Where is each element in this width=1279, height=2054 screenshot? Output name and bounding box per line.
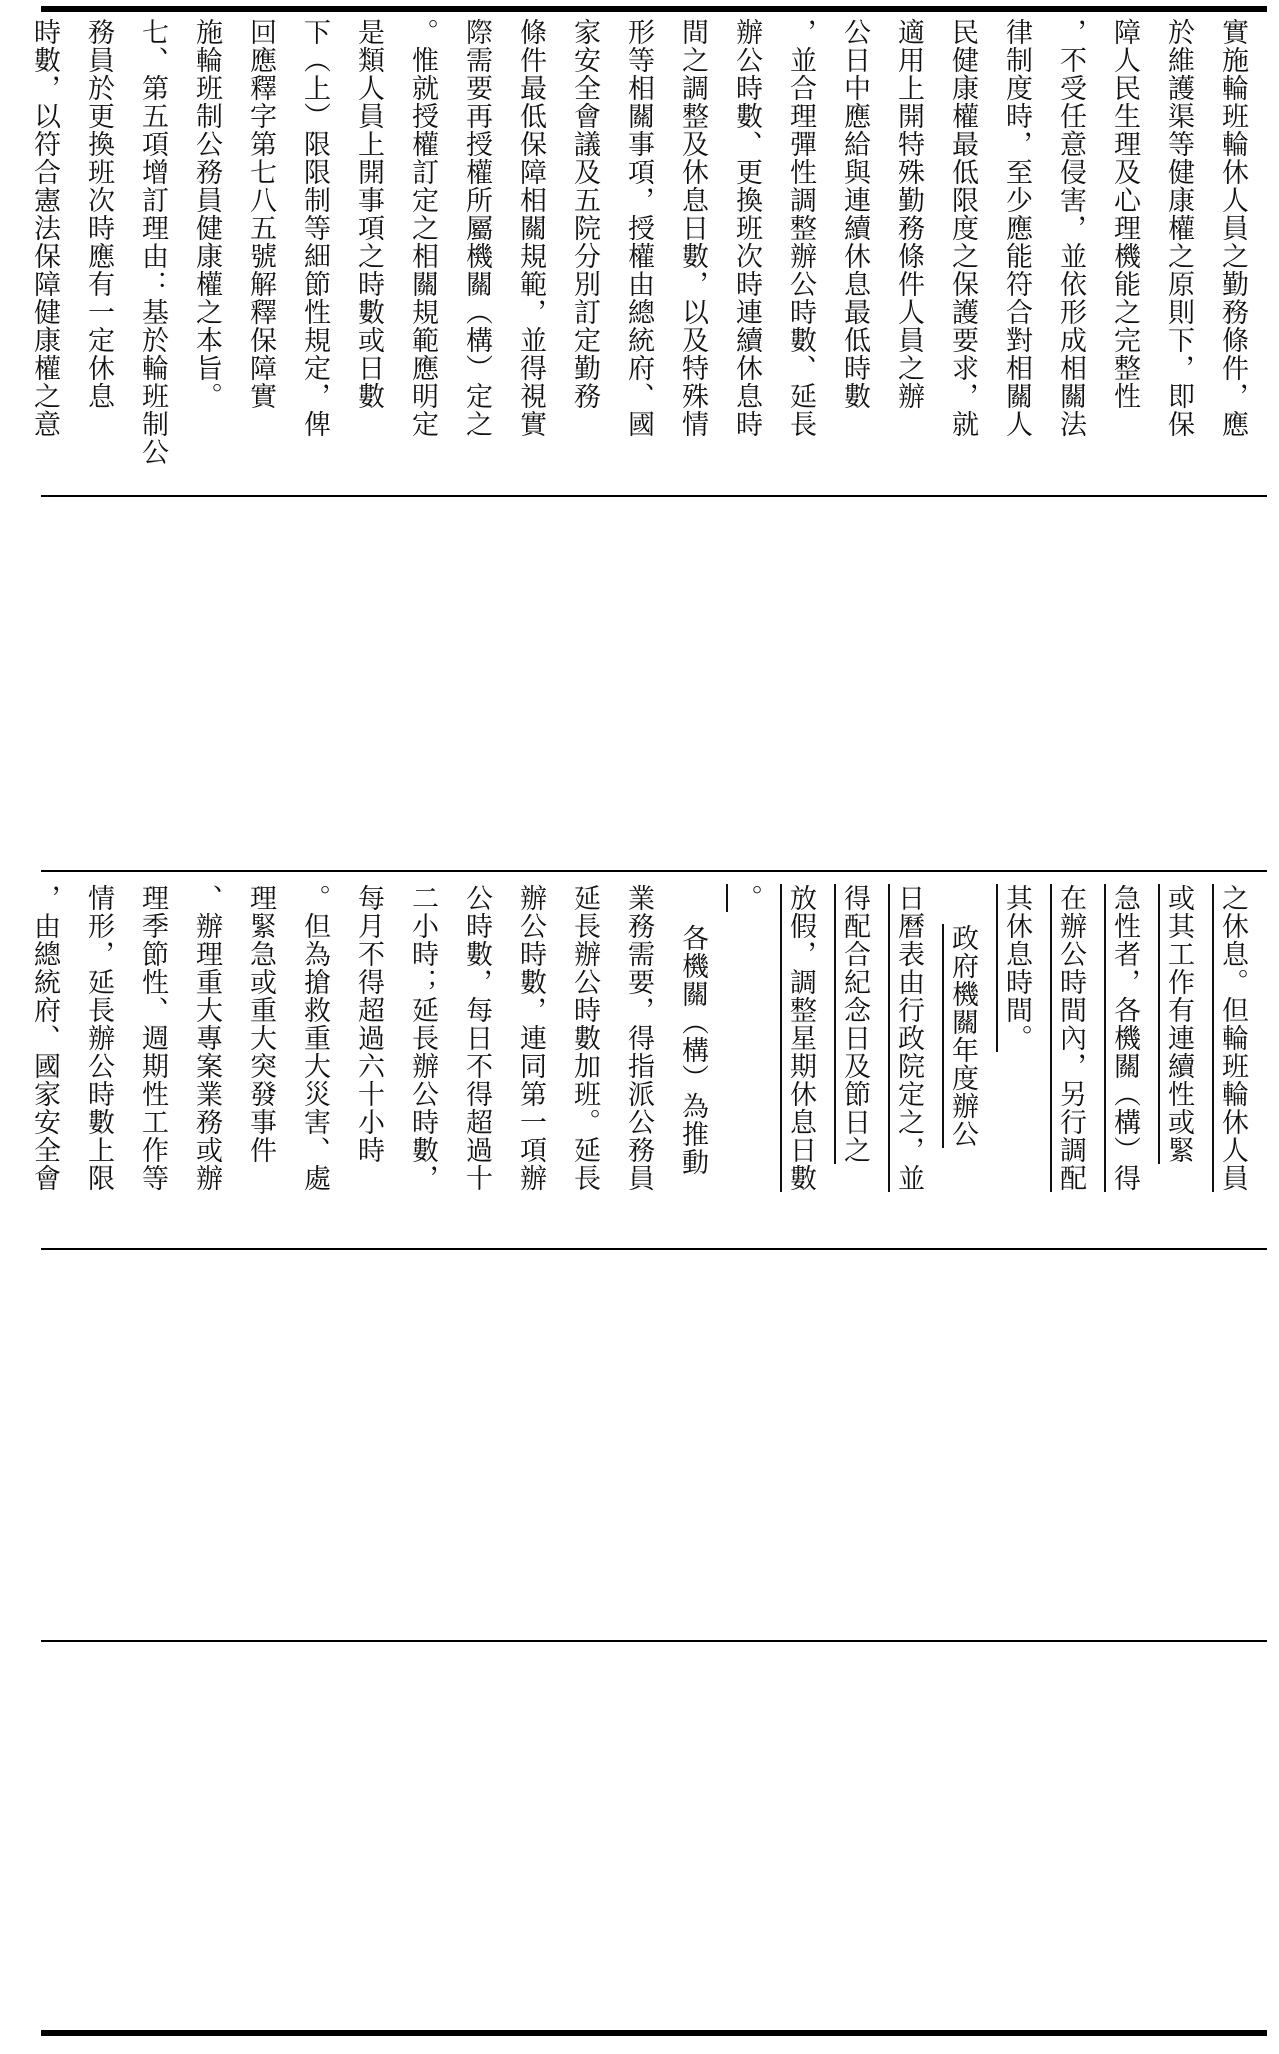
text-line: 務員於更換班次時應有一定休息: [83, 18, 114, 410]
text-line: 時數，以符合憲法保障健康權之意: [29, 18, 60, 438]
text-line: 際需要再授權所屬機關（構）定之: [461, 18, 492, 438]
text-line: 、辦理重大專案業務或辦: [191, 884, 222, 1192]
text-line: 辦公時數、更換班次時連續休息時: [731, 18, 762, 438]
text-line: 理季節性、週期性工作等: [137, 884, 168, 1192]
text-line: 各機關（構）為推動: [677, 924, 708, 1176]
text-line: 是類人員上開事項之時數或日數: [353, 18, 384, 410]
text-line: 急性者，各機關（構）得: [1109, 884, 1140, 1192]
text-line: 下（上）限限制等細節性規定，俾: [299, 18, 330, 438]
text-line: ，並合理彈性調整辦公時數、延長: [785, 18, 816, 438]
text-line: 每月不得超過六十小時: [353, 884, 384, 1164]
text-line: 律制度時，至少應能符合對相關人: [1001, 18, 1032, 438]
text-line: 家安全會議及五院分別訂定勤務: [569, 18, 600, 410]
text-line: ，不受任意侵害，並依形成相關法: [1055, 18, 1086, 438]
text-line: 辦公時數，連同第一項辦: [515, 884, 546, 1192]
text-line: 情形，延長辦公時數上限: [83, 884, 114, 1192]
text-line: ，由總統府、國家安全會: [29, 884, 60, 1192]
text-line: 於維護渠等健康權之原則下，即保: [1163, 18, 1194, 438]
text-line: 。: [731, 884, 762, 912]
text-line: 之休息。但輪班輪休人員: [1217, 884, 1248, 1192]
text-line: 理緊急或重大突發事件: [245, 884, 276, 1164]
text-line: 政府機關年度辦公: [947, 924, 978, 1148]
text-line: 公日中應給與連續休息最低時數: [839, 18, 870, 410]
text-line: 公時數，每日不得超過十: [461, 884, 492, 1192]
text-line: 適用上開特殊勤務條件人員之辦: [893, 18, 924, 410]
divider-rule: [41, 1248, 1267, 1250]
text-line: 七、第五項增訂理由：基於輪班制公: [137, 18, 168, 466]
text-line: 實施輪班輪休人員之勤務條件，應: [1217, 18, 1248, 438]
text-line: 施輪班制公務員健康權之本旨。: [191, 18, 222, 410]
text-line: 間之調整及休息日數，以及特殊情: [677, 18, 708, 438]
text-line: 延長辦公時數加班。延長: [569, 884, 600, 1192]
divider-rule: [41, 870, 1267, 872]
text-line: 放假，調整星期休息日數: [785, 884, 816, 1192]
bottom-border-rule: [41, 2030, 1267, 2036]
text-line: 得配合紀念日及節日之: [839, 884, 870, 1164]
text-line: 形等相關事項，授權由總統府、國: [623, 18, 654, 438]
top-border-rule: [41, 6, 1267, 12]
divider-rule: [41, 1640, 1267, 1642]
text-line: 或其工作有連續性或緊: [1163, 884, 1194, 1164]
text-line: 二小時；延長辦公時數，: [407, 884, 438, 1192]
text-line: 業務需要，得指派公務員: [623, 884, 654, 1192]
text-line: 日曆表由行政院定之，並: [893, 884, 924, 1192]
text-line: 障人民生理及心理機能之完整性: [1109, 18, 1140, 410]
top-text-block: [29, 18, 1259, 488]
text-line: 在辦公時間內，另行調配: [1055, 884, 1086, 1192]
text-line: 。惟就授權訂定之相關規範應明定: [407, 18, 438, 438]
text-line: 回應釋字第七八五號解釋保障實: [245, 18, 276, 410]
middle-text-block: [29, 884, 1259, 1242]
text-line: 其休息時間。: [1001, 884, 1032, 1052]
text-line: 民健康權最低限度之保護要求，就: [947, 18, 978, 438]
divider-rule: [41, 495, 1267, 497]
text-line: 條件最低保障相關規範，並得視實: [515, 18, 546, 438]
text-line: 。但為搶救重大災害、處: [299, 884, 330, 1192]
